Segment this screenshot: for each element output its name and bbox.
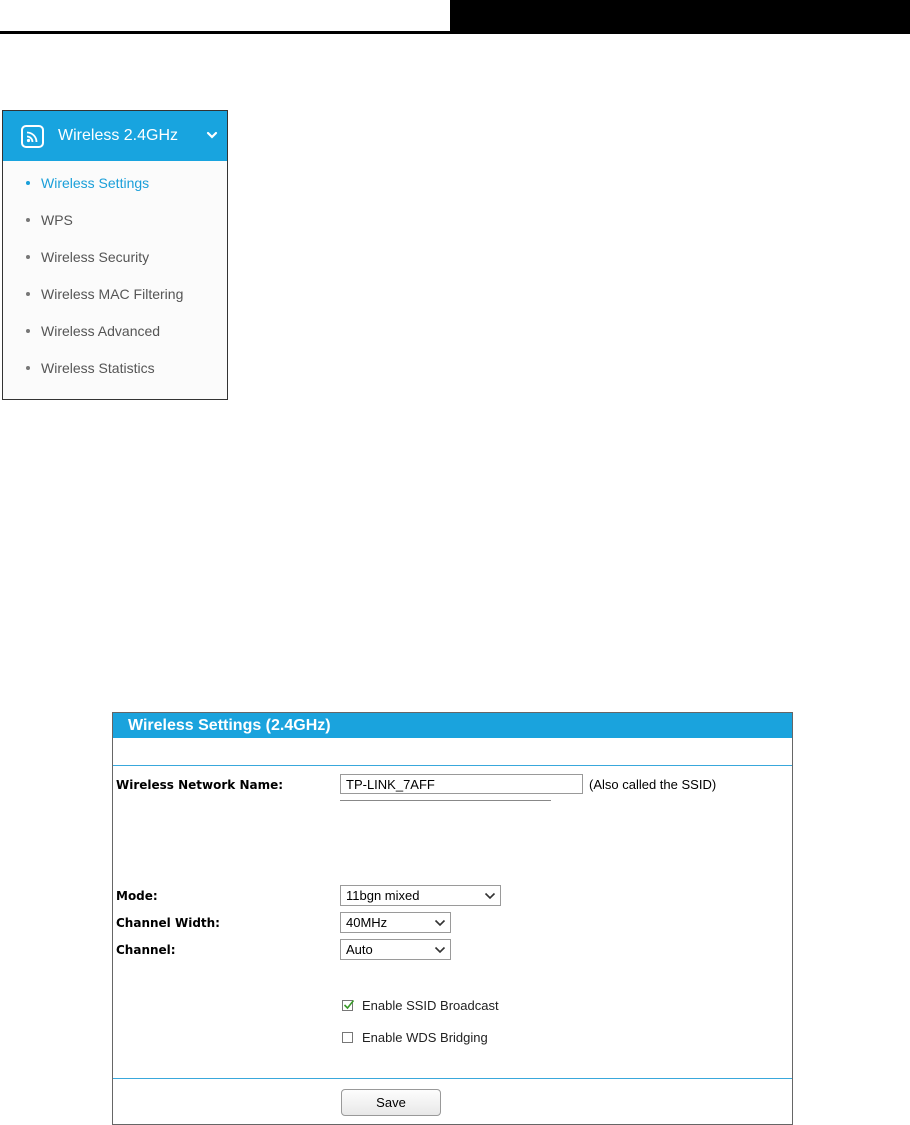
bullet-icon <box>26 329 30 333</box>
mode-select[interactable] <box>340 885 501 906</box>
chevron-down-icon <box>480 886 500 905</box>
menu-item-wireless-advanced[interactable] <box>3 313 227 350</box>
menu-item-wireless-security[interactable] <box>3 239 227 276</box>
panel-title: Wireless Settings (2.4GHz) <box>113 713 792 738</box>
menu-item-wireless-settings[interactable] <box>3 165 227 202</box>
save-button[interactable]: Save <box>341 1089 441 1116</box>
menu-item-label: Wireless Advanced <box>41 323 161 339</box>
check-icon <box>342 998 356 1012</box>
menu-item-label: Wireless MAC Filtering <box>41 286 184 302</box>
ssid-broadcast-checkbox[interactable] <box>342 1000 353 1011</box>
bullet-icon <box>26 181 30 185</box>
mode-select-value: 11bgn mixed <box>346 888 420 903</box>
channel-select-value: Auto <box>346 942 373 957</box>
menu-header-wireless-24ghz[interactable] <box>3 111 227 161</box>
menu-title: Wireless 2.4GHz <box>58 127 179 144</box>
ssid-underline <box>340 800 551 801</box>
menu-item-label: WPS <box>41 212 73 228</box>
channel-width-select[interactable] <box>340 912 451 933</box>
ssid-label: Wireless Network Name: <box>116 778 284 792</box>
wds-bridging-row <box>342 1030 488 1045</box>
bullet-icon <box>26 218 30 222</box>
menu-item-label: Wireless Settings <box>41 175 150 191</box>
menu-item-wireless-statistics[interactable] <box>3 350 227 387</box>
bullet-icon <box>26 292 30 296</box>
channel-width-label: Channel Width: <box>116 916 220 930</box>
chevron-down-icon[interactable] <box>205 128 219 142</box>
wireless-settings-panel <box>112 712 793 1125</box>
bullet-icon <box>26 366 30 370</box>
wds-bridging-checkbox[interactable] <box>342 1032 353 1043</box>
wireless-signal-icon <box>21 125 44 148</box>
ssid-input[interactable] <box>340 774 583 794</box>
chevron-down-icon <box>430 940 450 959</box>
wireless-menu <box>2 110 228 400</box>
menu-item-label: Wireless Security <box>41 249 150 265</box>
ssid-note: (Also called the SSID) <box>589 777 717 792</box>
footer-divider <box>113 1078 792 1079</box>
channel-width-select-value: 40MHz <box>346 915 388 930</box>
menu-items <box>3 165 227 387</box>
chevron-down-icon <box>430 913 450 932</box>
page-header-bar <box>450 0 910 33</box>
menu-item-label: Wireless Statistics <box>41 360 155 376</box>
channel-select[interactable] <box>340 939 451 960</box>
page-header-rule <box>0 31 910 34</box>
section-divider <box>113 765 792 766</box>
menu-item-wps[interactable] <box>3 202 227 239</box>
mode-label: Mode: <box>116 889 158 903</box>
ssid-broadcast-row <box>342 998 499 1013</box>
ssid-broadcast-label: Enable SSID Broadcast <box>362 998 499 1013</box>
channel-label: Channel: <box>116 943 176 957</box>
bullet-icon <box>26 255 30 259</box>
menu-item-wireless-mac-filtering[interactable] <box>3 276 227 313</box>
wds-bridging-label: Enable WDS Bridging <box>362 1030 488 1045</box>
